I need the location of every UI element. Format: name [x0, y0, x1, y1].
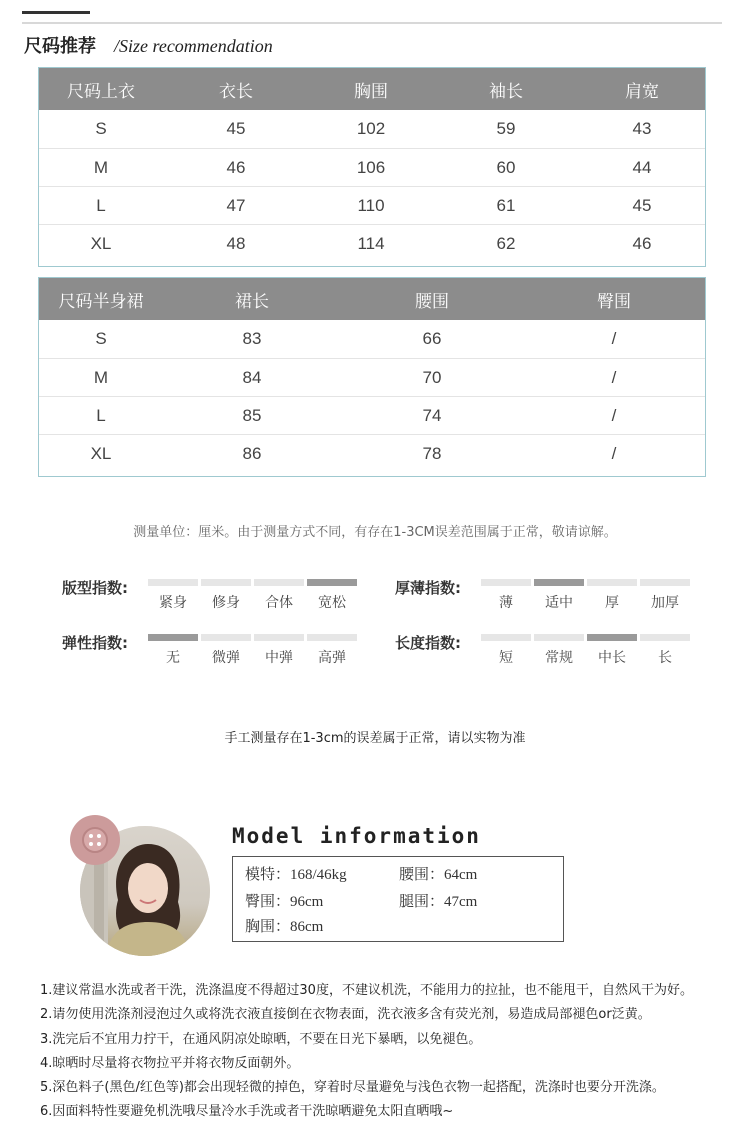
thickness-index-label: 厚薄指数: [395, 579, 461, 597]
length-index [395, 632, 695, 672]
table-cell: M [93, 367, 109, 387]
table-cell: 114 [357, 233, 385, 253]
table-cell: S [95, 119, 107, 138]
measurement-note: 测量单位：厘米。由于测量方式不同，有存在1-3CM误差范围属于正常，敬请谅解。 [133, 525, 617, 540]
length-option [640, 634, 690, 667]
thickness-option-label: 厚 [605, 595, 619, 611]
table-header-row [39, 278, 705, 320]
model-hip: 臀围：96cm [245, 894, 324, 910]
thickness-option-bar [534, 579, 584, 586]
elasticity-option-bar [254, 634, 304, 641]
table-cell: 66 [422, 329, 442, 348]
fit-index-label: 版型指数: [62, 579, 128, 597]
table-row [39, 148, 705, 186]
length-option-label: 长 [658, 650, 672, 666]
table-row [39, 110, 705, 148]
table-cell: / [611, 405, 617, 425]
thickness-option-bar [587, 579, 637, 586]
skirt-size-table [38, 277, 706, 477]
thickness-option-label: 适中 [545, 595, 573, 611]
table-cell: / [611, 367, 617, 387]
elasticity-option [254, 634, 304, 667]
fit-option [254, 579, 304, 612]
length-option-label: 常规 [545, 650, 573, 666]
section-title-en: /Size recommendation [114, 36, 273, 56]
header-accent-line [22, 11, 90, 14]
care-instructions [40, 979, 740, 1125]
section-heading [24, 32, 273, 58]
elasticity-option-bar [148, 634, 198, 641]
table-header-cell: 胸围 [354, 81, 388, 102]
table-header-cell: 尺码上衣 [67, 81, 135, 102]
elasticity-option-bar [201, 634, 251, 641]
table-cell: 62 [496, 233, 516, 253]
thickness-option [481, 579, 531, 612]
thickness-option-bar [481, 579, 531, 586]
table-cell: XL [90, 443, 112, 463]
table-cell: 46 [226, 157, 246, 177]
fit-option-bar [254, 579, 304, 586]
elasticity-option-label: 中弹 [265, 650, 293, 666]
table-cell: 86 [242, 443, 262, 463]
length-option-label: 短 [499, 650, 513, 666]
table-cell: / [611, 443, 617, 463]
elasticity-index-label: 弹性指数: [62, 634, 128, 652]
table-row [39, 320, 705, 358]
table-header-cell: 肩宽 [625, 81, 659, 102]
thickness-option [534, 579, 584, 612]
care-item: 4.晾晒时尽量将衣物拉平并将衣物反面朝外。 [40, 1055, 300, 1071]
table-row [39, 224, 705, 262]
table-cell: L [96, 195, 106, 215]
table-cell: 46 [632, 233, 652, 253]
table-header-row [39, 68, 705, 110]
care-item: 3.洗完后不宜用力拧干，在通风阴凉处晾晒，不要在日光下暴晒，以免褪色。 [40, 1031, 482, 1047]
table-cell: 61 [496, 195, 516, 215]
elasticity-option-label: 高弹 [318, 650, 346, 666]
table-cell: 45 [226, 119, 246, 138]
table-cell: 48 [226, 233, 246, 253]
fit-option [148, 579, 198, 612]
length-option-label: 中长 [598, 650, 626, 666]
length-option-bar [587, 634, 637, 641]
table-cell: 102 [356, 119, 386, 138]
elasticity-option-bar [307, 634, 357, 641]
table-cell: 110 [357, 195, 385, 215]
table-header-cell: 裙长 [235, 291, 269, 312]
fit-option-bar [148, 579, 198, 586]
thickness-option [587, 579, 637, 612]
thickness-option-label: 加厚 [651, 595, 679, 611]
fit-option-bar [307, 579, 357, 586]
table-cell: M [93, 157, 109, 177]
elasticity-option-label: 无 [166, 650, 180, 666]
fit-option [307, 579, 357, 612]
fit-option-label: 合体 [265, 595, 293, 611]
table-header-cell: 臀围 [597, 291, 631, 312]
care-item: 1.建议常温水洗或者干洗，洗涤温度不得超过30度，不建议机洗，不能用力的拉扯，也不能甩干，自然风干为好。 [40, 983, 693, 998]
clothing-button-icon [70, 815, 120, 865]
table-cell: 47 [226, 195, 246, 215]
table-cell: 44 [632, 157, 652, 177]
elasticity-option [148, 634, 198, 667]
table-header-cell: 尺码半身裙 [58, 291, 144, 312]
elasticity-option [307, 634, 357, 667]
thickness-option-label: 薄 [499, 595, 513, 611]
model-waist: 腰围：64cm [399, 867, 478, 883]
length-index-label: 长度指数: [395, 634, 461, 652]
table-cell: 60 [496, 157, 516, 177]
model-height-weight: 模特：168/46kg [245, 867, 347, 883]
length-option [534, 634, 584, 667]
fit-option-label: 宽松 [318, 595, 346, 611]
table-cell: 45 [632, 195, 652, 215]
fit-option [201, 579, 251, 612]
table-row [39, 186, 705, 224]
table-cell: 106 [356, 157, 386, 177]
fit-option-bar [201, 579, 251, 586]
length-option-bar [481, 634, 531, 641]
care-item: 6.因面料特性要避免机洗哦尽量冷水手洗或者干洗晾晒避免太阳直晒哦~ [40, 1104, 454, 1120]
table-row [39, 434, 705, 472]
table-row [39, 358, 705, 396]
model-bust: 胸围：86cm [245, 919, 324, 935]
table-cell: 70 [422, 367, 442, 387]
table-header-cell: 腰围 [415, 291, 449, 312]
table-cell: 83 [242, 329, 262, 348]
top-size-table [38, 67, 706, 267]
manual-measure-note: 手工测量存在1-3cm的误差属于正常，请以实物为准 [224, 731, 526, 746]
table-cell: 43 [632, 119, 652, 138]
elasticity-option-label: 微弹 [212, 650, 240, 666]
table-cell: XL [90, 233, 112, 253]
length-option [481, 634, 531, 667]
care-item: 5.深色料子(黑色/红色等)都会出现轻微的掉色，穿着时尽量避免与浅色衣物一起搭配，洗涤时也要分开洗涤。 [40, 1080, 665, 1096]
fit-option-label: 修身 [212, 595, 240, 611]
table-cell: 74 [422, 405, 442, 425]
header-divider [22, 22, 722, 24]
fit-index [62, 577, 362, 617]
table-cell: 59 [496, 119, 516, 138]
model-info-title: Model information [232, 824, 481, 848]
thickness-option [640, 579, 690, 612]
table-cell: / [611, 329, 617, 348]
section-title-cn: 尺码推荐 [24, 36, 96, 57]
table-header-cell: 袖长 [489, 81, 523, 102]
table-cell: 84 [242, 367, 262, 387]
table-cell: 85 [242, 405, 262, 425]
length-option [587, 634, 637, 667]
table-cell: S [95, 329, 107, 348]
thickness-index [395, 577, 695, 617]
table-cell: L [96, 405, 106, 425]
care-item: 2.请勿使用洗涤剂浸泡过久或将洗衣液直接倒在衣物表面，洗衣液多含有荧光剂，易造成局部褪色or泛黄。 [40, 1007, 651, 1023]
model-thigh: 腿围：47cm [399, 894, 478, 910]
length-option-bar [534, 634, 584, 641]
table-header-cell: 衣长 [219, 81, 253, 102]
length-option-bar [640, 634, 690, 641]
model-info-box [232, 856, 564, 942]
elasticity-index [62, 632, 362, 672]
elasticity-option [201, 634, 251, 667]
table-row [39, 396, 705, 434]
fit-option-label: 紧身 [159, 595, 187, 611]
table-cell: 78 [422, 443, 442, 463]
thickness-option-bar [640, 579, 690, 586]
